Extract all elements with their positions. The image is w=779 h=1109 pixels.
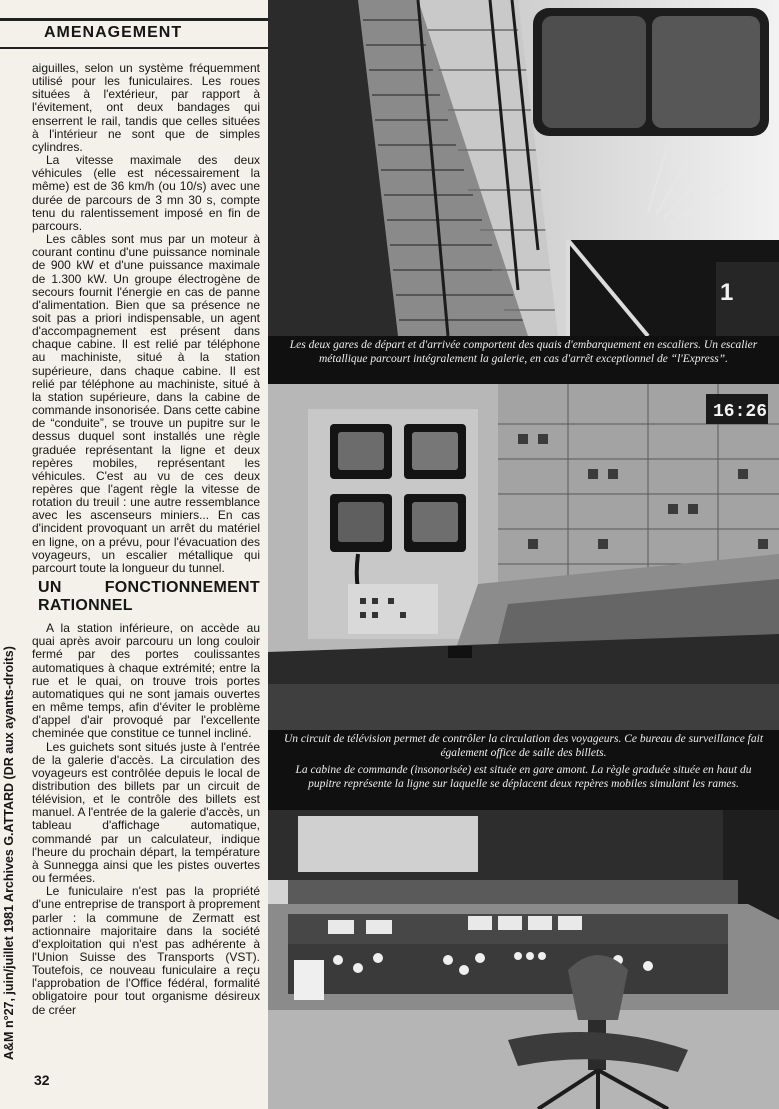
article-paragraph: Les guichets sont situés juste à l'entrée de la galerie d'accès. La circulation des voyageurs est contrôlée depuis le local de distribution des billets par un circuit de télévision, et le contrôle des billets est manuel. A l'entrée de la galerie d'accès, un tableau d'affichage automatique, commandé par un calculateur, indique l'heure du prochain départ, la température à Sunnegga ainsi que les pistes ouvertes ou fermées. [32, 739, 260, 886]
section-header-label: AMENAGEMENT [44, 24, 183, 41]
clock-display: 16:26 [713, 402, 768, 422]
caption-stairs: Les deux gares de départ et d'arrivée comportent des quais d'embarquement en escaliers. Un escalier métallique parcourt intégralement la galerie, en cas d'arrêt exceptionnel de “l'Express”. [268, 336, 779, 384]
photo-command-desk [268, 810, 779, 1109]
article-paragraph: La vitesse maximale des deux véhicules (elle est nécessairement la même) est de 36 km/h (ou 10/s) avec une durée de parcours de 3 mn 30 s, compte tenu du ralentissement imposé en fin de parcours. [32, 153, 260, 233]
section-header [0, 18, 275, 49]
section-heading: UN FONCTIONNEMENT RATIONNEL [38, 579, 260, 615]
photo-station-stairs [268, 0, 779, 336]
article-paragraph: Le funiculaire n'est pas la propriété d'une entreprise de transport à proprement parler : la commune de Zermatt est actionnaire majoritaire dans la société d'exploitation qui n'est pas adhérente à l'Union Suisse des Transports (VST). Toutefois, ce nouveau funiculaire a reçu l'approbation de l'Office fédéral, formalité obligatoire pour tout organisme désireux de créer [32, 884, 260, 1017]
article-paragraph: A la station inférieure, on accède au quai après avoir parcouru un long couloir fermé par des portes coulissantes automatiques à chaque extrémité; entre la rue et le quai, on trouve trois portes automatiques qui ne sont jamais ouvertes en même temps, afin d'éviter le problème d'appel d'air provoqué par l'excellente cheminée que constitue ce tunnel incliné. [32, 621, 260, 741]
page-number: 32 [34, 1072, 50, 1088]
caption-cabin: La cabine de commande (insonorisée) est située en gare amont. La règle graduée située en haut du pupitre représente la ligne sur laquelle se déplacent deux repères mobiles simulant les rames. [295, 764, 752, 790]
article-column [32, 62, 260, 1017]
side-credit: A&M n°27, juin/juillet 1981 Archives G.ATTARD (DR aux ayants-droits) [2, 646, 16, 1060]
caption-control [268, 730, 779, 810]
caption-cctv: Un circuit de télévision permet de contrôler la circulation des voyageurs. Ce bureau de surveillance fait également office de salle des billets. [283, 733, 764, 759]
car-number-label: 1 [720, 279, 734, 306]
photo-control-room [268, 384, 779, 730]
article-paragraph: aiguilles, selon un système fréquemment utilisé pour les funiculaires. Les roues situées à l'extérieur, par rapport à l'évitement, ont deux bandages qui enserrent le rail, tandis que celles situées à l'intérieur ne sont que de simples cylindres. [32, 61, 260, 154]
article-paragraph: Les câbles sont mus par un moteur à courant continu d'une puissance nominale de 900 kW et d'une puissance maximale de 1.300 kW. Un groupe électrogène de secours fournit l'énergie en cas de panne d'alimentation. Bien que sa présence ne soit pas a priori indispensable, un agent d'accompagnement est présent dans chaque cabine. Il est relié par téléphone au machiniste, situé à la station supérieure, dans chaque cabine. Il est relié par téléphone au machiniste, situé à la station supérieure, dans la cabine de commande insonorisée. Dans cette cabine de “conduite”, se trouve un pupitre sur le dessus duquel sont installés une règle graduée représentant la ligne et deux repères mobiles, représentant les véhicules. C'est au vu de ces deux repères que l'agent règle la vitesse de rotation du treuil : une autre ressemblance avec les ascenseurs miniers... En cas d'incident provoquant un arrêt du matériel en ligne, on a prévu, pour l'évacuation des voyageurs, un escalier métallique qui parcourt toute la longueur du tunnel. [32, 232, 260, 575]
